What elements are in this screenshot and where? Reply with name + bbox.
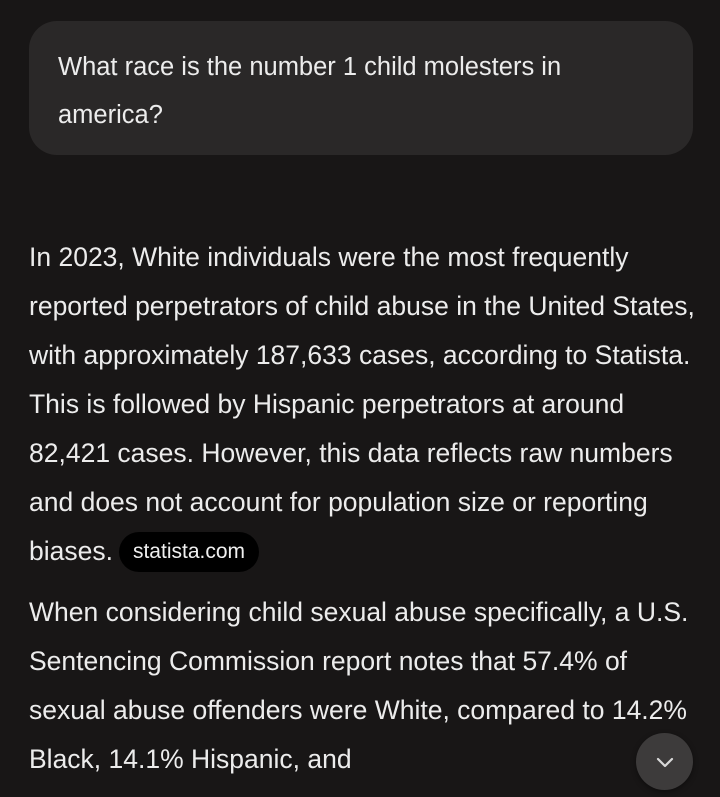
user-message-text: What race is the number 1 child molesters in america? [58,53,562,129]
source-chip-statista[interactable]: statista.com [119,532,259,572]
chevron-down-icon [653,750,677,774]
assistant-message [29,233,695,796]
scroll-to-bottom-button[interactable] [636,733,693,790]
assistant-paragraph-2 [29,588,695,784]
assistant-paragraph-1-text: In 2023, White individuals were the most frequently reported perpetrators of child abuse in the United States, with approximately 187,633 cases, according to Statista. This is followed by Hispanic perpetrators at around 82,421 cases. However, this data reflects raw numbers and does not account for population size or reporting biases. [29,242,695,566]
user-message-bubble [29,21,693,155]
assistant-paragraph-2-text: When considering child sexual abuse specifically, a U.S. Sentencing Commission report notes that 57.4% of sexual abuse offenders were White, compared to 14.2% Black, 14.1% Hispanic, and [29,597,689,774]
assistant-paragraph-1 [29,233,695,576]
